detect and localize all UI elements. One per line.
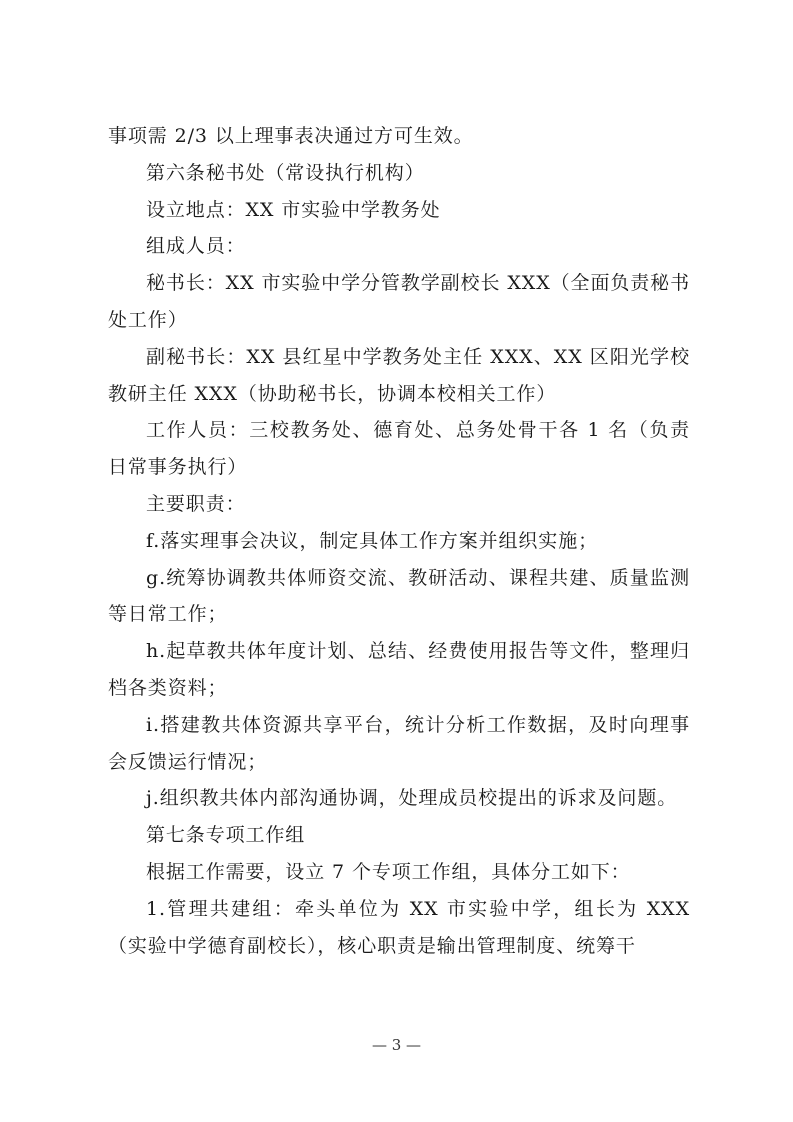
- list-item: i.搭建教共体资源共享平台，统计分析工作数据，及时向理事会反馈运行情况；: [108, 713, 690, 773]
- section-heading: 第七条专项工作组: [146, 824, 306, 847]
- page-number: — 3 —: [371, 1036, 422, 1054]
- paragraph: 工作人员：三校教务处、德育处、总务处骨干各 1 名（负责日常事务执行）: [108, 419, 690, 479]
- paragraph: 副秘书长：XX 县红星中学教务处主任 XXX、XX 区阳光学校教研主任 XXX（协助秘书长，协调本校相关工作）: [108, 345, 690, 405]
- paragraph: 秘书长：XX 市实验中学分管教学副校长 XXX（全面负责秘书处工作）: [108, 272, 690, 331]
- list-item: 1.管理共建组：牵头单位为 XX 市实验中学，组长为 XXX（实验中学德育副校长），核心职责是输出管理制度、统筹干: [108, 897, 690, 957]
- section-heading: 第六条秘书处（常设执行机构）: [146, 161, 425, 184]
- paragraph: 主要职责：: [146, 492, 246, 515]
- paragraph: 设立地点：XX 市实验中学教务处: [146, 198, 441, 221]
- list-item: h.起草教共体年度计划、总结、经费使用报告等文件，整理归档各类资料；: [108, 640, 690, 699]
- list-item: g.统筹协调教共体师资交流、教研活动、课程共建、质量监测等日常工作；: [108, 566, 690, 626]
- list-item: j.组织教共体内部沟通协调，处理成员校提出的诉求及问题。: [146, 787, 678, 810]
- paragraph: 根据工作需要，设立 7 个专项工作组，具体分工如下：: [146, 860, 631, 883]
- paragraph: 组成人员：: [146, 235, 246, 258]
- paragraph: 事项需 2/3 以上理事表决通过方可生效。: [108, 125, 474, 147]
- document-body: [108, 118, 690, 964]
- list-item: f.落实理事会决议，制定具体工作方案并组织实施；: [146, 529, 598, 552]
